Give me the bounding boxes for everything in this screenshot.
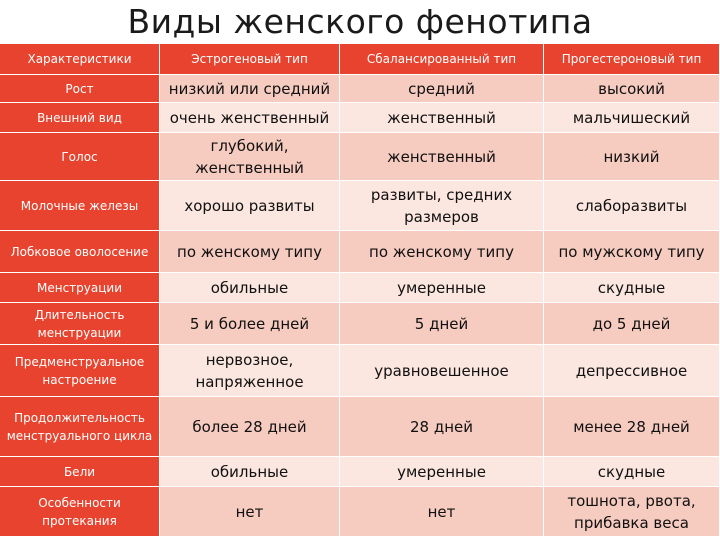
cell-progesterone: высокий [544,75,720,103]
cell-balanced: по женскому типу [340,231,544,273]
cell-progesterone: слаборазвиты [544,181,720,231]
table-row [0,133,720,181]
table-row [0,273,720,303]
table-row [0,487,720,537]
row-label: Лобковое оволосение [0,231,160,273]
table-row [0,457,720,487]
phenotype-table [0,44,720,537]
cell-progesterone: мальчишеский [544,103,720,133]
cell-estrogen: хорошо развиты [160,181,340,231]
row-label: Особенности протекания [0,487,160,537]
table-row [0,397,720,457]
table-row [0,75,720,103]
cell-balanced: женственный [340,133,544,181]
cell-balanced: 28 дней [340,397,544,457]
cell-estrogen: обильные [160,457,340,487]
cell-progesterone: депрессивное [544,345,720,397]
cell-estrogen: нервозное, напряженное [160,345,340,397]
cell-progesterone: скудные [544,457,720,487]
row-label: Предменструальное настроение [0,345,160,397]
row-label: Молочные железы [0,181,160,231]
cell-progesterone: скудные [544,273,720,303]
cell-balanced: умеренные [340,273,544,303]
header-estrogen-type: Эстрогеновый тип [160,44,340,75]
row-label: Рост [0,75,160,103]
row-label: Голос [0,133,160,181]
cell-progesterone: тошнота, рвота, прибавка веса [544,487,720,537]
row-label: Менструации [0,273,160,303]
header-progesterone-type: Прогестероновый тип [544,44,720,75]
header-characteristics: Характеристики [0,44,160,75]
cell-balanced: средний [340,75,544,103]
cell-estrogen: глубокий, женственный [160,133,340,181]
header-balanced-type: Сбалансированный тип [340,44,544,75]
cell-progesterone: по мужскому типу [544,231,720,273]
cell-progesterone: до 5 дней [544,303,720,345]
row-label: Продолжительность менструального цикла [0,397,160,457]
cell-balanced: уравновешенное [340,345,544,397]
cell-estrogen: по женскому типу [160,231,340,273]
table-row [0,103,720,133]
table-row [0,231,720,273]
title-bar [0,0,720,44]
cell-estrogen: 5 и более дней [160,303,340,345]
cell-estrogen: более 28 дней [160,397,340,457]
cell-estrogen: нет [160,487,340,537]
row-label: Бели [0,457,160,487]
cell-progesterone: низкий [544,133,720,181]
table-row [0,181,720,231]
cell-balanced: развиты, средних размеров [340,181,544,231]
cell-balanced: нет [340,487,544,537]
row-label: Длительность менструации [0,303,160,345]
cell-estrogen: низкий или средний [160,75,340,103]
cell-balanced: 5 дней [340,303,544,345]
cell-estrogen: обильные [160,273,340,303]
table-header-row [0,44,720,75]
cell-balanced: умеренные [340,457,544,487]
cell-progesterone: менее 28 дней [544,397,720,457]
cell-estrogen: очень женственный [160,103,340,133]
table-row [0,303,720,345]
row-label: Внешний вид [0,103,160,133]
cell-balanced: женственный [340,103,544,133]
page-title: Виды женского фенотипа [127,2,593,41]
table-row [0,345,720,397]
